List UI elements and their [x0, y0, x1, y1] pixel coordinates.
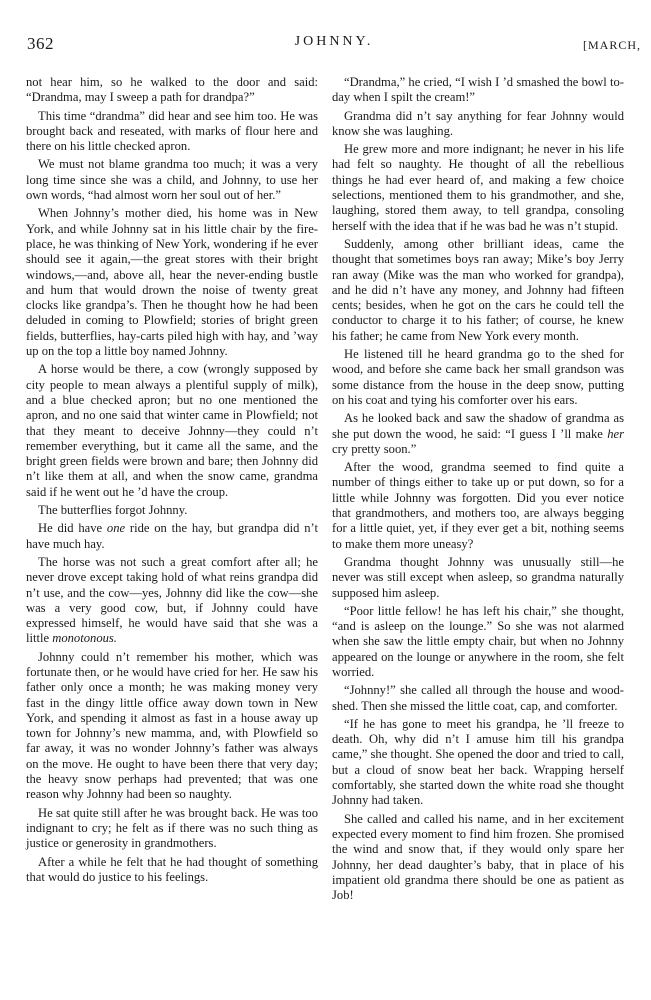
text-run: After the wood, grandma seemed to find quite a number of things either to take up or put down, so for a little while Johnny was forgotten. Did you ever notice that grandmothers, and mothers too, are always begging for a little quiet, yet, if they ever get a bit, nothing seems to make them more uneasy?: [332, 460, 624, 551]
italic-text: monotonous.: [52, 631, 117, 646]
paragraph: [332, 109, 624, 140]
text-run: ride on the hay, but grandpa did n’t have much hay.: [26, 521, 318, 551]
text-run: Suddenly, among other brilliant ideas, came the thought that sometimes boys ran away; Mike’s boy Jerry ran away (Mike was the man who worked for grandpa), and he did n’t have any money, and Johnny had fifteen cents; besides, when he got on the cars he could tell the conductor to charge it to his father; of course, he knew his father; he came from New York every month.: [332, 236, 624, 343]
paragraph: [332, 460, 624, 552]
text-run: This time “drandma” did hear and see him too. He was brought back and reseated, with marks of flour here and there on his little checked apron.: [26, 108, 318, 154]
left-text-column: [26, 75, 318, 885]
text-run: not hear him, so he walked to the door and said: “Drandma, may I sweep a path for drandpa?”: [26, 75, 318, 105]
paragraph: [332, 604, 624, 680]
paragraph: [26, 206, 318, 359]
paragraph: [26, 521, 318, 552]
paragraph: [332, 555, 624, 601]
paragraph: [26, 362, 318, 500]
text-run: As he looked back and saw the shadow of grandma as she put down the wood, he said: “I guess I ’ll make: [332, 411, 624, 441]
paragraph: [26, 806, 318, 852]
paragraph: [26, 855, 318, 886]
text-run: He grew more and more indignant; he never in his life had felt so naughty. He thought of all the rebellious things he had ever heard of, and making a few choice selections, mentioned them to his grandmother, and she, laughing, stored them away, to tell grandpa, consoling herself with the idea that if he was bad he was n’t stupid.: [332, 142, 624, 233]
paragraph: [332, 683, 624, 714]
running-title: JOHNNY.: [294, 34, 374, 49]
paragraph: [26, 109, 318, 155]
paragraph: [332, 237, 624, 344]
italic-text: one: [106, 521, 126, 536]
text-run: “Drandma,” he cried, “I wish I ’d smashed the bowl to-day when I spilt the cream!”: [332, 75, 624, 105]
text-run: A horse would be there, a cow (wrongly supposed by city people to mean always a plentiful supply of milk), and a blue checked apron; but no one mentioned the apron, and no one said that winter came in Plowfield; not that they meant to deceive Johnny—they could n’t remember everything, but it came all the same, and the bright green fields were brown and bare; then Johnny did n’t like them at all, and when the snow came, grandma said if he went out he ’d have the croup.: [26, 362, 318, 499]
text-run: “If he has gone to meet his grandpa, he ’ll freeze to death. Oh, why did n’t I amuse him till his grandpa came,” she thought. She opened the door and tried to call, but a cloud of snow beat her back. Wrapping herself comfortably, she started down the white road she thought Johnny had taken.: [332, 716, 624, 808]
text-run: “Johnny!” she called all through the house and wood-shed. Then she missed the little coat, cap, and comforter.: [332, 683, 624, 713]
running-header: [27, 34, 641, 56]
page-number: 362: [27, 34, 54, 53]
paragraph: [332, 411, 624, 457]
paragraph: [332, 142, 624, 234]
text-run: After a while he felt that he had thought of something that would do justice to his feelings.: [26, 854, 318, 884]
text-run: The horse was not such a great comfort after all; he never drove except taking hold of what reins grandpa did n’t use, and the cow—yes, Johnny did like the cow—she was a very good cow, but, if Johnny could have expressed himself, he would have said that she was a little: [26, 554, 318, 646]
text-run: “Poor little fellow! he has left his chair,” she thought, “and is asleep on the lounge.” So she was not alarmed when she saw the little empty chair, but when no Johnny appeared on the lounge or anywhere in the room, she felt worried.: [332, 603, 624, 679]
right-text-column: [332, 75, 624, 903]
paragraph: [332, 75, 624, 106]
paragraph: [26, 157, 318, 203]
text-run: Grandma thought Johnny was unusually still—he never was still except when asleep, so grandma naturally supposed him asleep.: [332, 554, 624, 600]
text-run: She called and called his name, and in her excitement expected every moment to find him frozen. She promised the wind and snow that, if they would only spare her Johnny, her dead daughter’s baby, that in place of his impatient old grandma there should be one as patient as Job!: [332, 811, 624, 903]
text-run: He did have: [38, 521, 107, 536]
paragraph: [26, 75, 318, 106]
paragraph: [26, 503, 318, 518]
text-run: The butterflies forgot Johnny.: [38, 503, 188, 518]
paragraph: [26, 650, 318, 803]
issue-month: [MARCH,: [582, 38, 641, 52]
text-run: He listened till he heard grandma go to the shed for wood, and before she came back her small grandson was some distance from the house in the deep snow, putting on his coat and tying his comforter over his ears.: [332, 347, 624, 407]
text-run: He sat quite still after he was brought back. He was too indignant to cry; he felt as if there was no such thing as justice or generosity in grandmothers.: [26, 805, 318, 851]
paragraph: [332, 717, 624, 809]
text-run: We must not blame grandma too much; it was a very long time since she was a child, and Johnny, to use her own words, “had almost worn her soul out of her.”: [26, 157, 318, 203]
text-run: cry pretty soon.”: [332, 441, 417, 456]
paragraph: [332, 812, 624, 904]
text-run: Grandma did n’t say anything for fear Johnny would know she was laughing.: [332, 108, 624, 138]
paragraph: [26, 555, 318, 647]
text-run: Johnny could n’t remember his mother, which was fortunate then, or he would have cried for her. He saw his father only once a month; he was making money very fast in the dingy little office away down town in New York, and spending it almost as fast in a house away up town for Johnny’s new mamma, and, with Plowfield so far away, it was no wonder Johnny’s father was always on the move. He ought to have been there that very day; the heavy snow perhaps had prevented; that was one reason why Johnny had been so naughty.: [26, 649, 318, 802]
paragraph: [332, 347, 624, 408]
italic-text: her: [607, 426, 624, 441]
text-run: When Johnny’s mother died, his home was in New York, and while Johnny sat in his little chair by the fire-place, he was thinking of New York, wondering if he ever should see it again,—the great stores with their bright windows,—and, above all, hear the never-ending bustle and hum that would drown the noise of twenty great clocks like grandpa’s. Then he thought how he had been deluded in coming to Plowfield; stories of bright green fields, butterflies, hay-carts piled high with hay, and ’way up on the top a little boy named Johnny.: [26, 206, 318, 359]
